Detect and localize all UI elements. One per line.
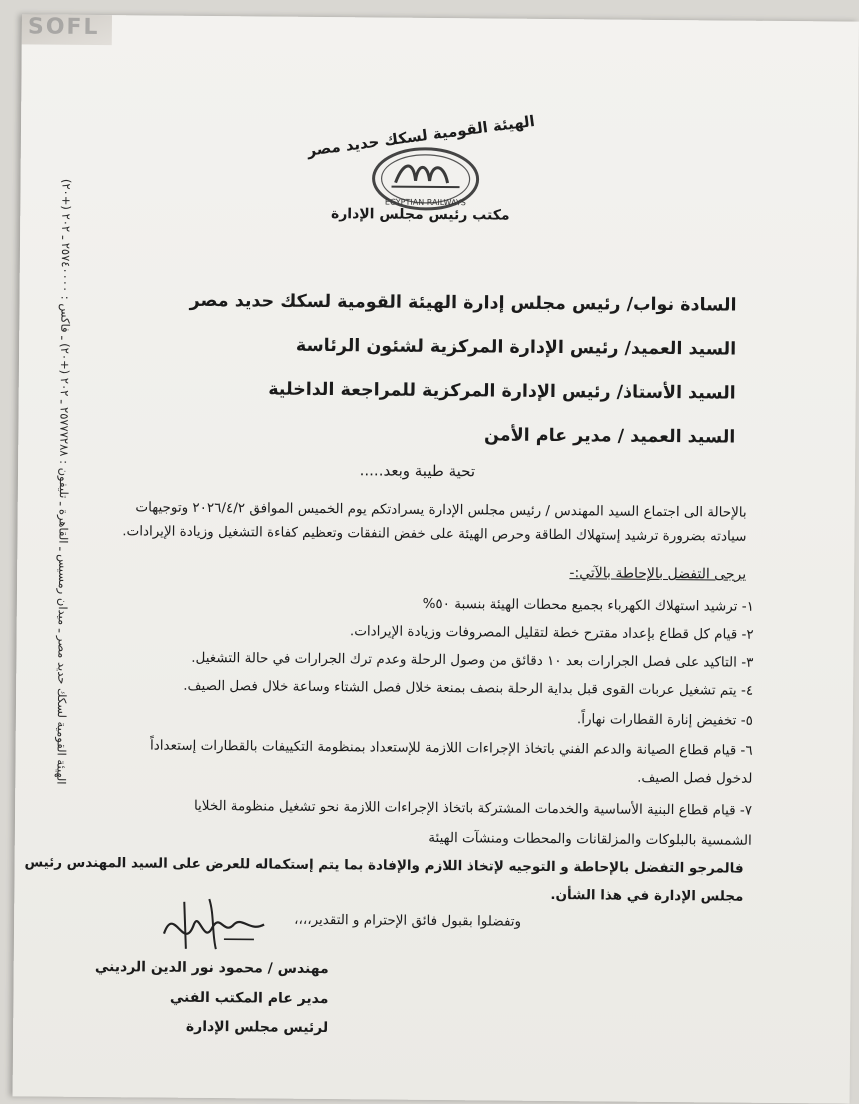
intro-line: بالإحالة الى اجتماع السيد المهندس / رئيس مجلس الإدارة يسرادتكم يوم الخميس الموافق ٢٠٢٦/٤/٢ وتوجيهات (135, 499, 747, 521)
signatory-office: لرئيس مجلس الإدارة (185, 1018, 329, 1037)
list-item: ٧- قيام قطاع البنية الأساسية والخدمات المشتركة باتخاذ الإجراءات اللازمة نحو تشغيل منظومة الخلايا (193, 797, 753, 819)
office-name: مكتب رئيس مجلس الإدارة (330, 206, 510, 224)
greeting: تحية طيبة وبعد..... (359, 461, 476, 481)
closing-line: مجلس الإدارة في هذا الشأن. (550, 886, 744, 905)
list-item: ٦- قيام قطاع الصيانة والدعم الفني باتخاذ الإجراءات اللازمة للإستعداد بمنظومة التكييفات بالقطارات إستعداداً (149, 737, 753, 759)
signatory-name: مهندس / محمود نور الدين الرديني (94, 959, 329, 978)
recipient-line: السيد الأستاذ/ رئيس الإدارة المركزية للمراجعة الداخلية (268, 379, 736, 404)
signatory-title: مدير عام المكتب الفني (169, 989, 329, 1008)
list-item: ١- ترشيد استهلاك الكهرباء بجميع محطات الهيئة بنسبة ٥٠% (422, 595, 754, 615)
organization-name: الهيئة القومية لسكك حديد مصر (306, 111, 536, 160)
intro-line: سيادته بضرورة ترشيد إستهلاك الطاقة وحرص الهيئة على خفض النفقات وتعظيم كفاءة التشغيل وزيادة الإيرادات. (122, 523, 747, 545)
list-item: ٤- يتم تشغيل عربات القوى قبل بداية الرحلة بنصف بمنعة خلال فصل الشتاء وساعة خلال فصل الصيف. (183, 677, 754, 699)
egyptian-railways-logo-icon (365, 142, 486, 215)
corner-stamp-fragment (22, 14, 112, 45)
logo-text: EGYPTIAN RAILWAYS (384, 197, 466, 208)
request-heading: يرجى التفضل بالإحاطة بالآتي:- (569, 565, 747, 583)
handwritten-signature-icon (154, 894, 275, 965)
closing-line: فالمرجو التفضل بالإحاطة و التوجيه لإتخاذ اللازم والإفادة بما يتم إستكماله للعرض على السيد المهندس رئيس (24, 854, 744, 877)
corner-stamp-text: SOFL (27, 14, 100, 41)
recipients-list (189, 286, 737, 467)
letterhead-header (250, 111, 591, 244)
list-item: ٣- التاكيد على فصل الجرارات بعد ١٠ دقائق من وصول الرحلة وعدم ترك الجرارات في حالة التشغيل. (191, 649, 754, 671)
list-item: ٢- قيام كل قطاع بإعداد مقترح خطة لتقليل المصروفات وزيادة الإيرادات. (349, 623, 754, 643)
list-item-continuation: لدخول فصل الصيف. (637, 769, 753, 787)
side-strip-text: الهيئة القومية لسكك حديد مصر ـ ميدان رمسيس ـ القاهرة ـ تليفون : ٢٥٧٧٧٢٨٨ ـ ٢٠٢ (+٢٠) ـ فاكس : ٢٥٧٤٠٠٠٠ ـ ٢٠٢ (+٢٠) (54, 178, 74, 785)
recipient-line: السادة نواب/ رئيس مجلس إدارة الهيئة القومية لسكك حديد مصر (189, 290, 737, 316)
recipient-line: السيد العميد/ رئيس الإدارة المركزية لشئون الرئاسة (295, 335, 737, 360)
list-item-continuation: الشمسية بالبلوكات والمزلقانات والمحطات ومنشآت الهيئة (428, 829, 752, 849)
recipient-line: السيد العميد / مدير عام الأمن (483, 425, 736, 448)
document-page (13, 14, 859, 1103)
closing-courtesy: وتفضلوا بقبول فائق الإحترام و التقدير،،،، (294, 911, 522, 930)
list-item: ٥- تخفيض إنارة القطارات نهاراً. (576, 711, 753, 729)
